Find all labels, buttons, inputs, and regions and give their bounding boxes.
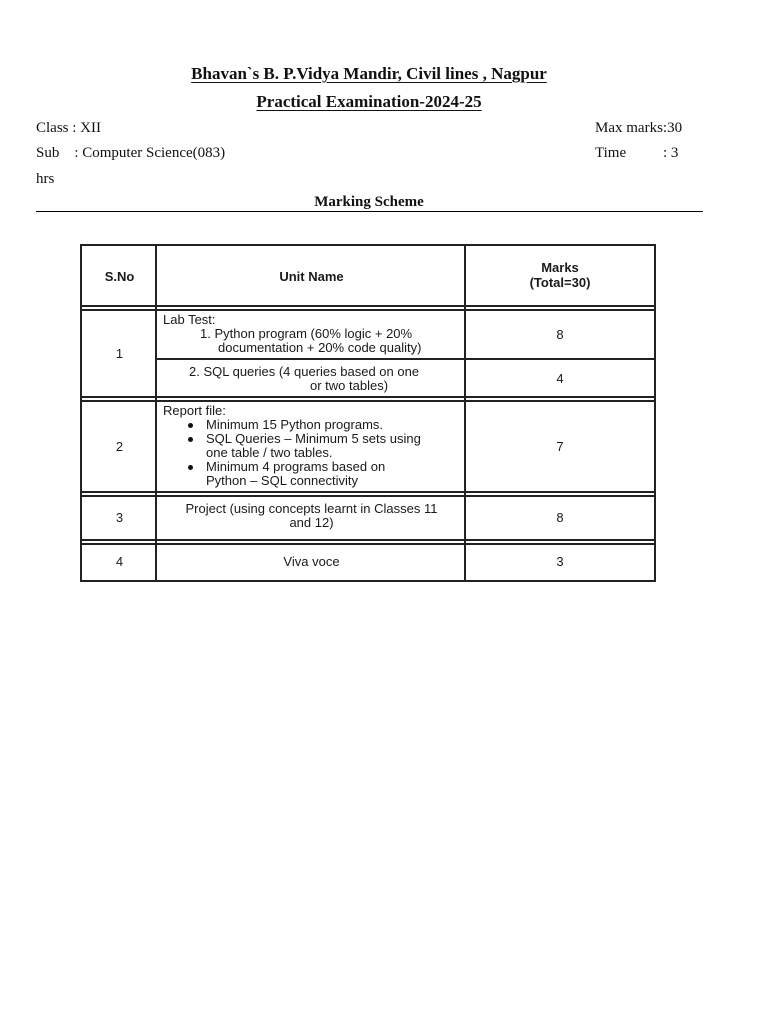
max-marks: Max marks:30 — [595, 120, 683, 136]
row1-sno: 1 — [115, 345, 124, 361]
row4-marks: 3 — [556, 554, 564, 569]
header-rule — [36, 211, 703, 212]
header-unit-name: Unit Name — [279, 268, 344, 284]
python-program-item: 1. Python program (60% logic + 20% — [200, 326, 413, 341]
class-line: Class : XII — [36, 120, 101, 136]
row1b-marks: 4 — [556, 371, 564, 386]
report-item-connectivity-cont: Python – SQL connectivity — [206, 473, 358, 488]
header-sno: S.No — [104, 268, 135, 284]
exam-title: Practical Examination-2024-25 — [256, 92, 482, 111]
school-name: Bhavan`s B. P.Vidya Mandir, Civil lines , Nagpur — [191, 64, 547, 83]
bullet-icon — [188, 465, 193, 470]
row1a-marks: 8 — [556, 326, 564, 342]
time-label: Time — [595, 145, 627, 161]
sql-queries-item-cont: or two tables) — [310, 378, 389, 393]
time-value: : 3 — [663, 145, 679, 161]
header-marks — [466, 260, 654, 290]
row4-sno: 4 — [115, 554, 124, 569]
row2-sno: 2 — [115, 438, 124, 454]
sql-queries-item: 2. SQL queries (4 queries based on one — [189, 364, 420, 379]
project-text: Project (using concepts learnt in Classes 11 — [185, 501, 438, 516]
report-item-python: Minimum 15 Python programs. — [206, 417, 384, 432]
project-cell — [157, 502, 466, 530]
report-item-sql: SQL Queries – Minimum 5 sets using — [206, 431, 421, 446]
lab-test-label: Lab Test: — [163, 312, 216, 327]
python-program-item-cont: documentation + 20% code quality) — [218, 340, 422, 355]
viva-voce-text: Viva voce — [283, 554, 340, 569]
subject-line: Sub : Computer Science(083) — [36, 145, 226, 161]
marking-table — [80, 244, 656, 582]
bullet-icon — [188, 437, 193, 442]
report-item-connectivity: Minimum 4 programs based on — [206, 459, 386, 474]
header-marks-label: Marks — [541, 260, 579, 275]
row2-marks: 7 — [556, 438, 564, 454]
hrs-text: hrs — [36, 171, 55, 187]
report-item-sql-cont: one table / two tables. — [206, 445, 333, 460]
header-marks-total: (Total=30) — [529, 275, 591, 290]
report-file-label: Report file: — [163, 403, 226, 418]
row3-sno: 3 — [115, 510, 124, 525]
project-text-cont: and 12) — [289, 515, 334, 530]
bullet-icon — [188, 423, 193, 428]
row3-marks: 8 — [556, 510, 564, 525]
marking-scheme-title: Marking Scheme — [314, 194, 424, 210]
